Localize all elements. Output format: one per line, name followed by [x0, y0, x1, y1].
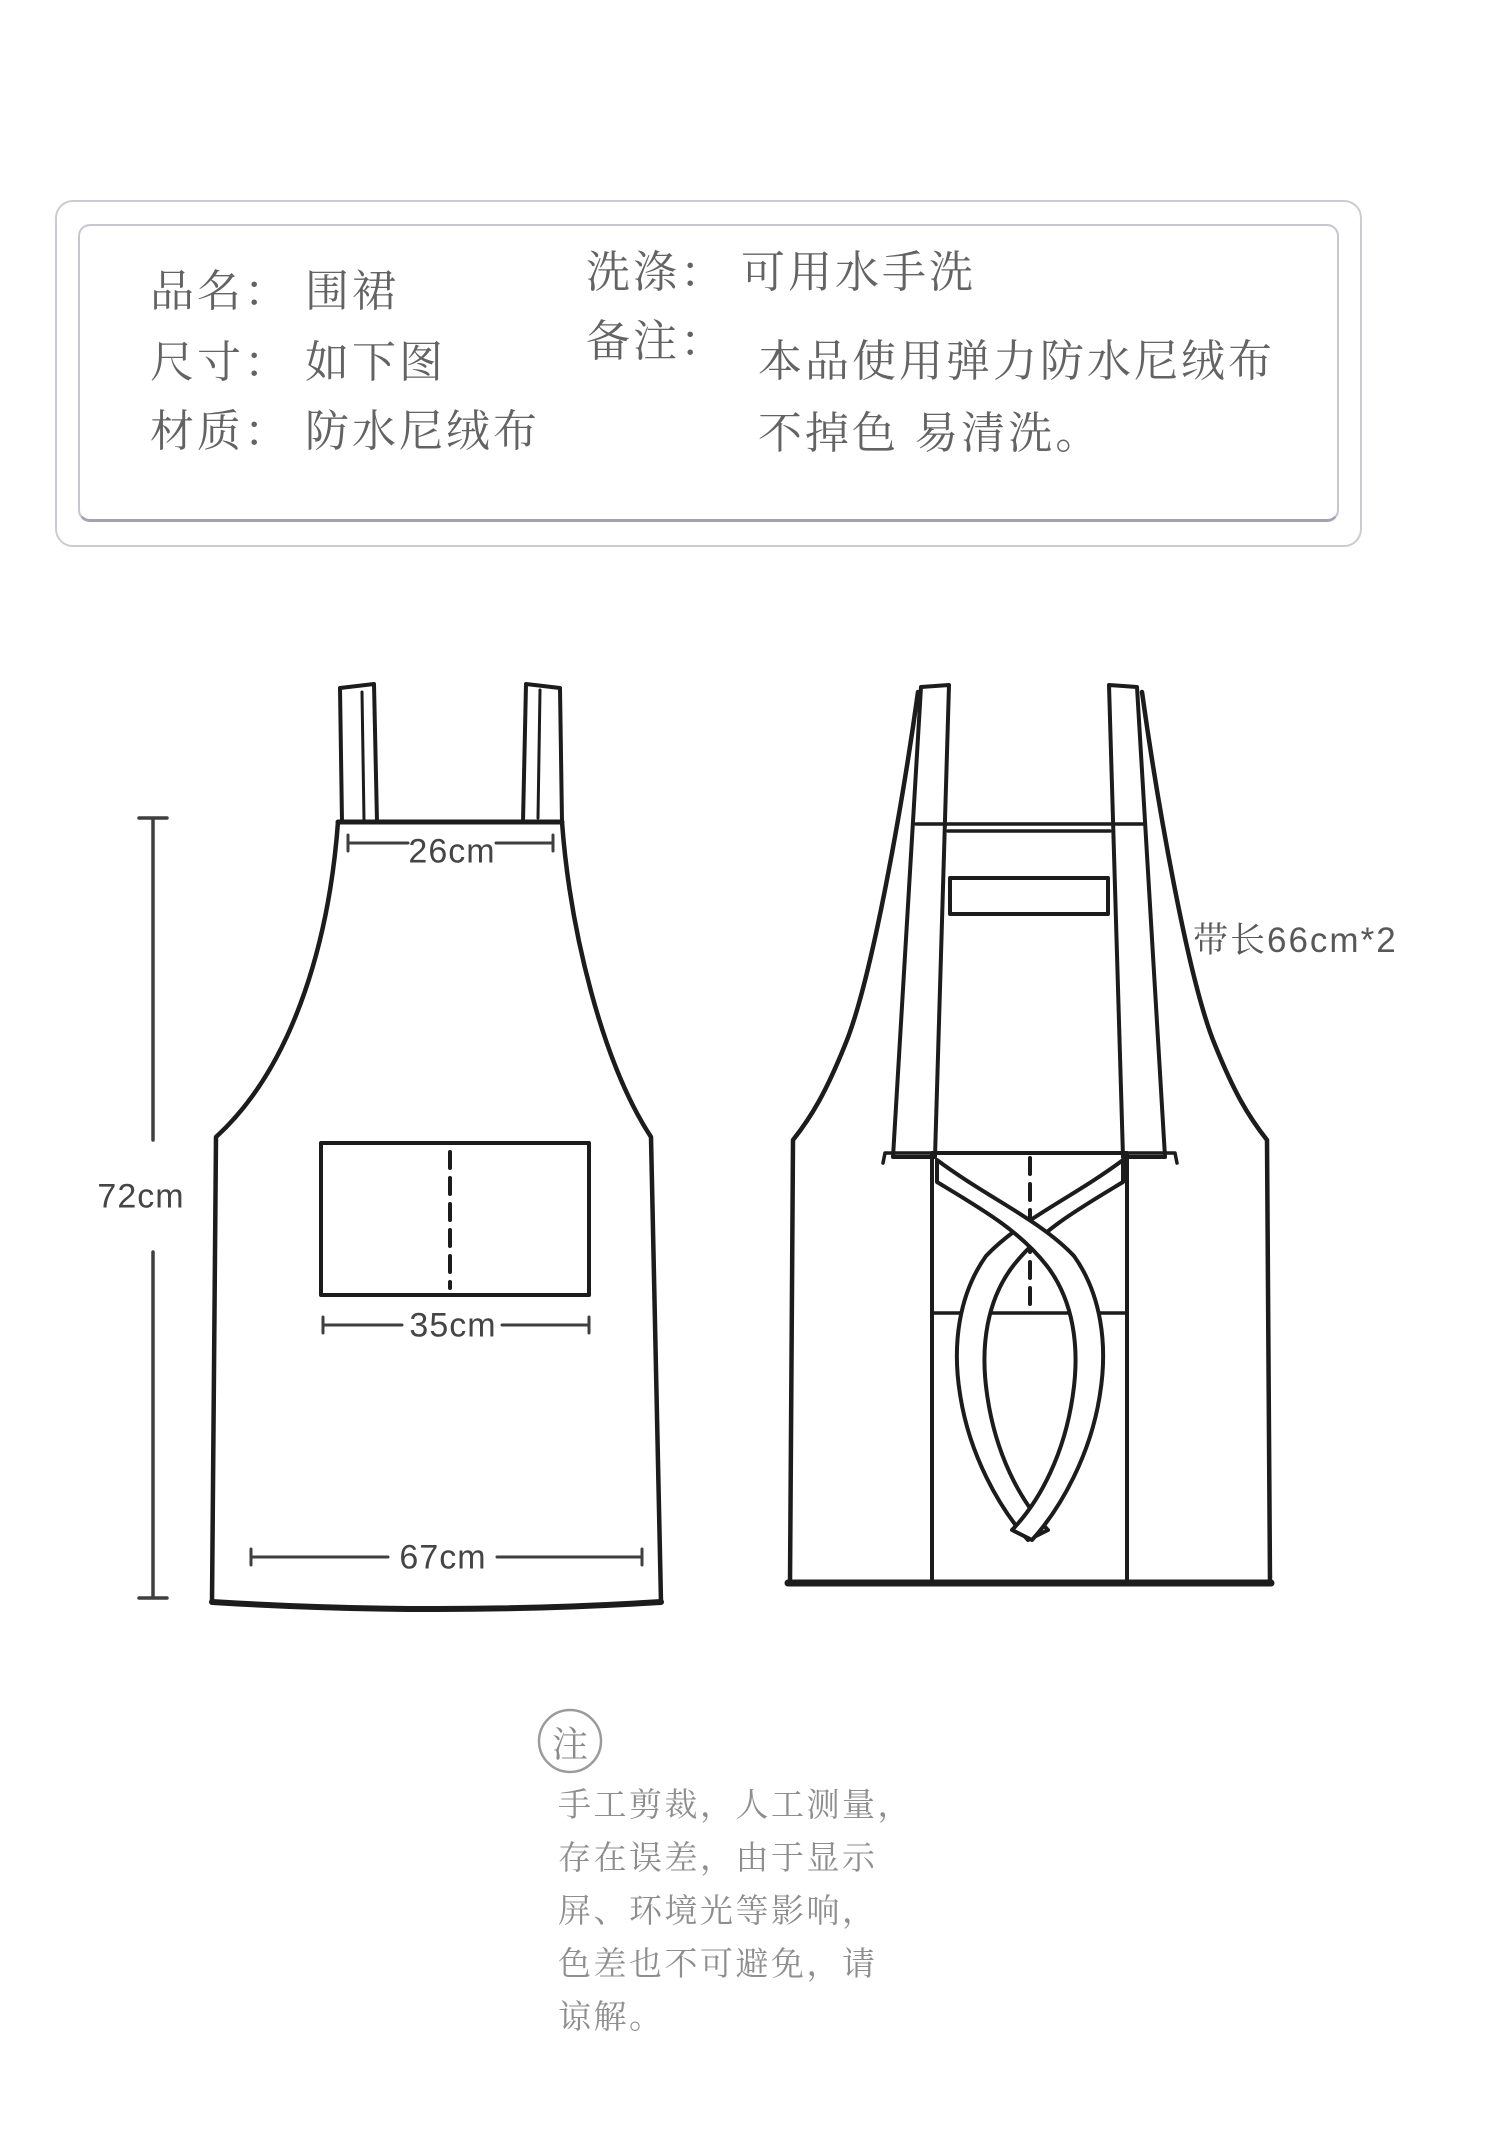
note-line-1: 手工剪裁，人工测量，: [558, 1786, 913, 1823]
front-right-strap: [523, 684, 562, 822]
material-value: 防水尼绒布: [305, 407, 540, 456]
note-line-4: 色差也不可避免，请: [558, 1945, 878, 1982]
front-apron: [212, 684, 661, 1609]
back-right-strap: [1109, 685, 1165, 1157]
back-left-strap: [893, 685, 949, 1157]
product-name-value: 围裙: [305, 267, 399, 316]
product-name-label: 品名：: [150, 267, 291, 316]
front-right-strap-seam: [538, 690, 540, 818]
note-badge: 注: [551, 1723, 589, 1765]
dim-label-strap-length: 带长66cm*2: [1193, 921, 1398, 960]
front-left-strap: [340, 684, 377, 822]
dim-label-pocket-width: 35cm: [409, 1306, 497, 1345]
washing-value: 可用水手洗: [741, 248, 976, 297]
washing-label: 洗涤：: [586, 248, 727, 297]
dim-label-height: 72cm: [97, 1177, 185, 1216]
front-pocket: [321, 1143, 589, 1295]
dim-label-neck-width: 26cm: [408, 832, 496, 871]
size-value: 如下图: [305, 338, 446, 387]
front-bottom-hem: [212, 1602, 661, 1609]
note-line-2: 存在误差，由于显示: [558, 1839, 878, 1876]
material-label: 材质：: [150, 407, 291, 456]
front-right-side-edge: [562, 822, 661, 1602]
remark-value-line2: 不掉色 易清洗。: [758, 409, 1103, 458]
note-text: [558, 1778, 913, 2043]
back-shoulder-cross-bar: [916, 824, 1144, 831]
back-right-side-edge: [1142, 692, 1270, 1583]
back-left-side-edge: [790, 692, 918, 1583]
note-line-3: 屏、环境光等影响，: [558, 1892, 878, 1929]
remark-value-line1: 本品使用弹力防水尼绒布: [758, 337, 1275, 386]
dim-label-bottom-width: 67cm: [399, 1538, 487, 1577]
back-apron: [788, 685, 1271, 1583]
size-label: 尺寸：: [150, 338, 291, 387]
front-left-strap-seam: [362, 692, 364, 820]
remark-label: 备注：: [586, 317, 727, 366]
back-upper-band: [950, 878, 1108, 914]
note-line-5: 谅解。: [558, 1998, 665, 2035]
